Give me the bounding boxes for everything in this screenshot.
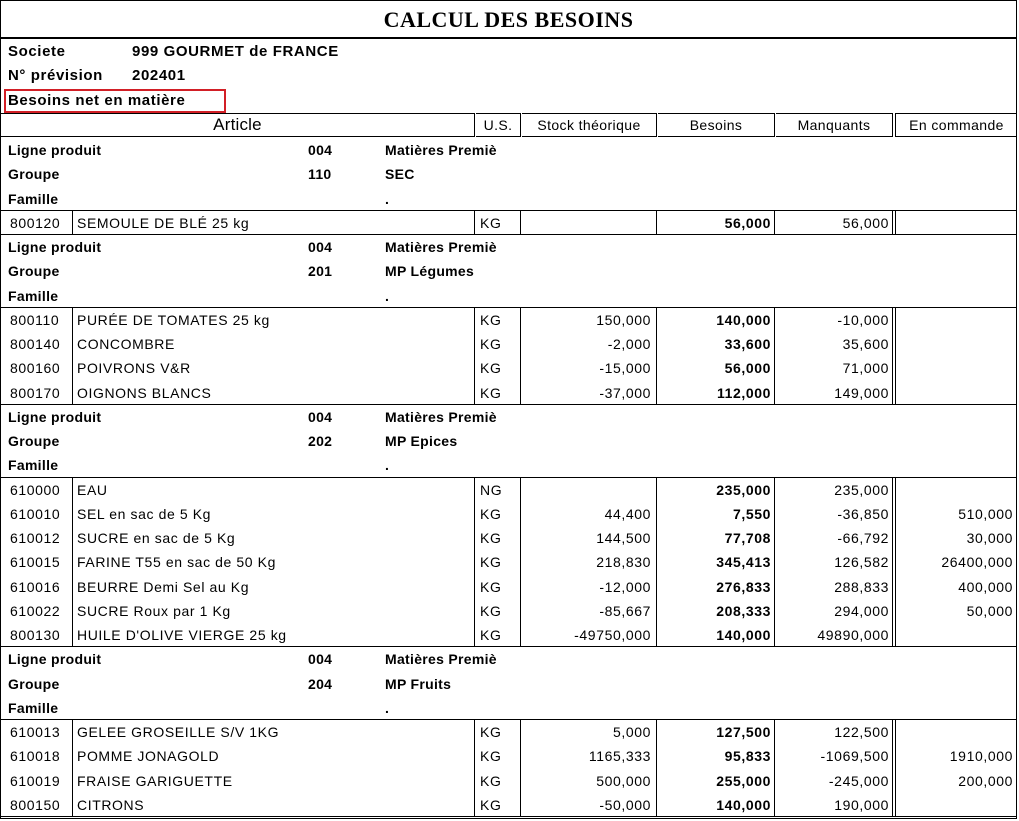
article-name: SUCRE en sac de 5 Kg (77, 530, 236, 546)
societe-value: 999 GOURMET de FRANCE (132, 43, 339, 60)
col-header-manquants: Manquants (776, 113, 892, 137)
commande-cell (898, 793, 1013, 817)
article-code: 800150 (10, 796, 61, 813)
stock-cell: -15,000 (599, 360, 651, 377)
manquants-cell: 190,000 (834, 796, 889, 813)
article-code: 610022 (10, 602, 61, 619)
stock-cell: -37,000 (599, 384, 651, 401)
commande-cell (898, 381, 1013, 405)
group-label: Famille (8, 457, 59, 474)
prevision-value: 202401 (132, 67, 186, 84)
article-code: 800120 (10, 214, 61, 231)
groupe-row (1, 672, 1017, 696)
commande-cell: 400,000 (958, 578, 1013, 595)
article-code: 610000 (10, 481, 61, 498)
header-divider (656, 113, 657, 137)
manquants-cell: 35,600 (842, 336, 889, 352)
header-divider (520, 113, 521, 137)
article-code: 610019 (10, 772, 61, 789)
article-code: 800130 (10, 627, 61, 643)
besoins-cell: 112,000 (716, 384, 771, 401)
unit-cell: KG (480, 311, 502, 328)
commande-cell (898, 623, 1013, 647)
table-row (1, 769, 1017, 793)
manquants-cell: -245,000 (828, 772, 889, 789)
unit-cell: KG (480, 578, 502, 595)
besoins-cell: 140,000 (716, 627, 771, 643)
manquants-cell: 294,000 (834, 602, 889, 619)
group-name: SEC (385, 166, 415, 183)
grid-line (72, 720, 73, 817)
stock-cell: 44,400 (604, 505, 651, 522)
manquants-cell: -1069,500 (820, 748, 889, 765)
manquants-cell: 56,000 (842, 214, 889, 231)
stock-cell (522, 478, 651, 502)
besoins-cell: 77,708 (724, 530, 771, 546)
table-row (1, 526, 1017, 550)
group-code: 004 (308, 651, 333, 668)
famille-row (1, 187, 1017, 211)
besoins-cell: 345,413 (716, 554, 771, 571)
col-header-commande: En commande (895, 113, 1017, 137)
group-code: 204 (308, 675, 333, 692)
grid-line (774, 308, 775, 405)
famille-row (1, 696, 1017, 720)
group-label: Famille (8, 287, 59, 304)
unit-cell: KG (480, 748, 502, 765)
besoins-cell: 140,000 (716, 796, 771, 813)
commande-cell: 50,000 (966, 602, 1013, 619)
col-header-article: Article (1, 113, 474, 137)
col-header-us: U.S. (476, 113, 520, 137)
stock-cell: -12,000 (599, 578, 651, 595)
article-name: FRAISE GARIGUETTE (77, 772, 233, 789)
besoins-cell: 235,000 (716, 481, 771, 498)
manquants-cell: 49890,000 (817, 627, 889, 643)
article-name: GELEE GROSEILLE S/V 1KG (77, 724, 280, 740)
article-name: POIVRONS V&R (77, 360, 191, 377)
groupe-row (1, 162, 1017, 186)
group-label: Groupe (8, 675, 60, 692)
commande-cell: 200,000 (958, 772, 1013, 789)
group-name: . (385, 699, 390, 716)
group-name: MP Epices (385, 433, 458, 449)
grid-line (895, 720, 896, 817)
commande-cell (898, 308, 1013, 332)
grid-line (520, 308, 521, 405)
col-header-stock: Stock théorique (522, 113, 656, 137)
prevision-line (8, 67, 186, 84)
table-row (1, 478, 1017, 502)
article-name: SUCRE Roux par 1 Kg (77, 602, 231, 619)
group-label: Famille (8, 190, 59, 207)
manquants-cell: 288,833 (834, 578, 889, 595)
famille-row (1, 453, 1017, 477)
header-divider (474, 113, 475, 137)
grid-line (656, 308, 657, 405)
group-label: Ligne produit (8, 651, 102, 668)
group-code: 110 (308, 166, 332, 183)
manquants-cell: 149,000 (834, 384, 889, 401)
group-name: Matières Premiè (385, 239, 497, 255)
article-code: 800110 (10, 311, 60, 328)
header-divider (774, 113, 775, 137)
group-name: MP Légumes (385, 263, 475, 280)
stock-cell: 500,000 (596, 772, 651, 789)
grid-line (520, 211, 521, 235)
group-name: Matières Premiè (385, 408, 497, 425)
groupe-row (1, 429, 1017, 453)
article-name: SEMOULE DE BLÉ 25 kg (77, 214, 250, 231)
group-name: . (385, 457, 390, 474)
stock-cell: -2,000 (607, 336, 651, 352)
group-code: 004 (308, 408, 333, 425)
article-name: EAU (77, 481, 108, 498)
stock-cell: -85,667 (599, 602, 651, 619)
grid-line (474, 211, 475, 235)
unit-cell: KG (480, 554, 502, 571)
header-divider (895, 113, 896, 137)
stock-cell: 5,000 (612, 724, 651, 740)
prevision-label: N° prévision (8, 67, 103, 84)
manquants-cell: -10,000 (837, 311, 889, 328)
group-name: Matières Premiè (385, 142, 497, 158)
grid-line (72, 211, 73, 235)
article-code: 800160 (10, 360, 61, 377)
article-code: 610012 (10, 530, 61, 546)
unit-cell: KG (480, 336, 502, 352)
unit-cell: KG (480, 627, 502, 643)
grid-line (72, 478, 73, 648)
article-name: CONCOMBRE (77, 336, 175, 352)
table-row (1, 599, 1017, 623)
article-code: 800170 (10, 384, 61, 401)
table-row (1, 332, 1017, 356)
besoins-cell: 140,000 (716, 311, 771, 328)
article-code: 610018 (10, 748, 61, 765)
group-label: Groupe (8, 263, 60, 280)
article-name: CITRONS (77, 796, 145, 813)
group-label: Famille (8, 699, 59, 716)
besoins-cell: 7,550 (732, 505, 771, 522)
group-code: 004 (308, 239, 333, 255)
grid-line (474, 720, 475, 817)
ligne-produit-row (1, 138, 1017, 162)
article-code: 610010 (10, 505, 61, 522)
grid-line (774, 478, 775, 648)
unit-cell: KG (480, 796, 502, 813)
grid-line (895, 211, 896, 235)
group-code: 201 (308, 263, 333, 280)
groupe-row (1, 259, 1017, 283)
grid-line (895, 478, 896, 648)
article-name: OIGNONS BLANCS (77, 384, 212, 401)
article-name: BEURRE Demi Sel au Kg (77, 578, 250, 595)
grid-line (895, 308, 896, 405)
stock-cell: 1165,333 (588, 748, 651, 765)
commande-cell (898, 720, 1013, 744)
grid-line (656, 720, 657, 817)
besoins-cell: 127,500 (716, 724, 771, 740)
group-label: Ligne produit (8, 142, 102, 158)
unit-cell: KG (480, 602, 502, 619)
famille-row (1, 284, 1017, 308)
table-row (1, 211, 1017, 235)
article-name: PURÉE DE TOMATES 25 kg (77, 311, 270, 328)
table-row (1, 381, 1017, 405)
group-name: Matières Premiè (385, 651, 497, 668)
grid-line (892, 478, 893, 648)
besoins-cell: 56,000 (724, 360, 771, 377)
manquants-cell: 71,000 (842, 360, 889, 377)
commande-cell (898, 356, 1013, 380)
commande-cell (898, 478, 1013, 502)
col-header-besoins: Besoins (658, 113, 774, 137)
stock-cell (522, 211, 651, 235)
table-row (1, 356, 1017, 380)
ligne-produit-row (1, 405, 1017, 429)
article-name: POMME JONAGOLD (77, 748, 220, 765)
section-label: Besoins net en matière (8, 92, 186, 109)
table-row (1, 793, 1017, 817)
article-code: 610013 (10, 724, 61, 740)
table-row (1, 744, 1017, 768)
commande-cell (898, 332, 1013, 356)
grid-line (656, 478, 657, 648)
societe-label: Societe (8, 43, 66, 60)
grid-line (892, 308, 893, 405)
grid-line (892, 720, 893, 817)
grid-line (774, 720, 775, 817)
table-row (1, 623, 1017, 647)
stock-cell: -50,000 (599, 796, 651, 813)
group-name: . (385, 287, 390, 304)
besoins-cell: 208,333 (716, 602, 771, 619)
commande-cell: 30,000 (966, 530, 1013, 546)
commande-cell (898, 211, 1013, 235)
group-separator (1, 816, 1017, 817)
unit-cell: NG (480, 481, 503, 498)
article-name: SEL en sac de 5 Kg (77, 505, 212, 522)
group-label: Ligne produit (8, 239, 102, 255)
report-title: CALCUL DES BESOINS (1, 1, 1016, 39)
group-code: 004 (308, 142, 333, 158)
group-name: . (385, 190, 390, 207)
unit-cell: KG (480, 360, 502, 377)
group-code: 202 (308, 433, 333, 449)
group-label: Groupe (8, 166, 60, 183)
stock-cell: 218,830 (596, 554, 651, 571)
unit-cell: KG (480, 530, 502, 546)
table-row (1, 720, 1017, 744)
besoins-cell: 56,000 (724, 214, 771, 231)
besoins-cell: 33,600 (724, 336, 771, 352)
grid-line (474, 478, 475, 648)
article-name: FARINE T55 en sac de 50 Kg (77, 554, 277, 571)
group-label: Groupe (8, 433, 60, 449)
ligne-produit-row (1, 235, 1017, 259)
manquants-cell: -36,850 (837, 505, 889, 522)
group-name: MP Fruits (385, 675, 452, 692)
article-name: HUILE D'OLIVE VIERGE 25 kg (77, 627, 287, 643)
article-code: 800140 (10, 336, 61, 352)
stock-cell: 150,000 (596, 311, 651, 328)
unit-cell: KG (480, 724, 502, 740)
grid-line (656, 211, 657, 235)
grid-line (774, 211, 775, 235)
article-code: 610016 (10, 578, 61, 595)
ligne-produit-row (1, 647, 1017, 671)
article-code: 610015 (10, 554, 61, 571)
unit-cell: KG (480, 772, 502, 789)
stock-cell: 144,500 (596, 530, 651, 546)
grid-line (72, 308, 73, 405)
besoins-cell: 95,833 (724, 748, 771, 765)
stock-cell: -49750,000 (574, 627, 651, 643)
table-row (1, 308, 1017, 332)
grid-line (474, 308, 475, 405)
besoins-cell: 276,833 (716, 578, 771, 595)
group-label: Ligne produit (8, 408, 102, 425)
unit-cell: KG (480, 214, 502, 231)
unit-cell: KG (480, 505, 502, 522)
unit-cell: KG (480, 384, 502, 401)
manquants-cell: 126,582 (834, 554, 889, 571)
header-divider (892, 113, 893, 137)
besoins-cell: 255,000 (716, 772, 771, 789)
grid-line (520, 478, 521, 648)
commande-cell: 1910,000 (949, 748, 1013, 765)
table-row (1, 550, 1017, 574)
table-row (1, 502, 1017, 526)
commande-cell: 510,000 (958, 505, 1013, 522)
section-highlight-box (4, 89, 226, 113)
manquants-cell: 122,500 (834, 724, 889, 740)
manquants-cell: -66,792 (837, 530, 889, 546)
societe-line (8, 43, 339, 60)
manquants-cell: 235,000 (834, 481, 889, 498)
grid-line (892, 211, 893, 235)
table-row (1, 575, 1017, 599)
commande-cell: 26400,000 (941, 554, 1013, 571)
grid-line (520, 720, 521, 817)
